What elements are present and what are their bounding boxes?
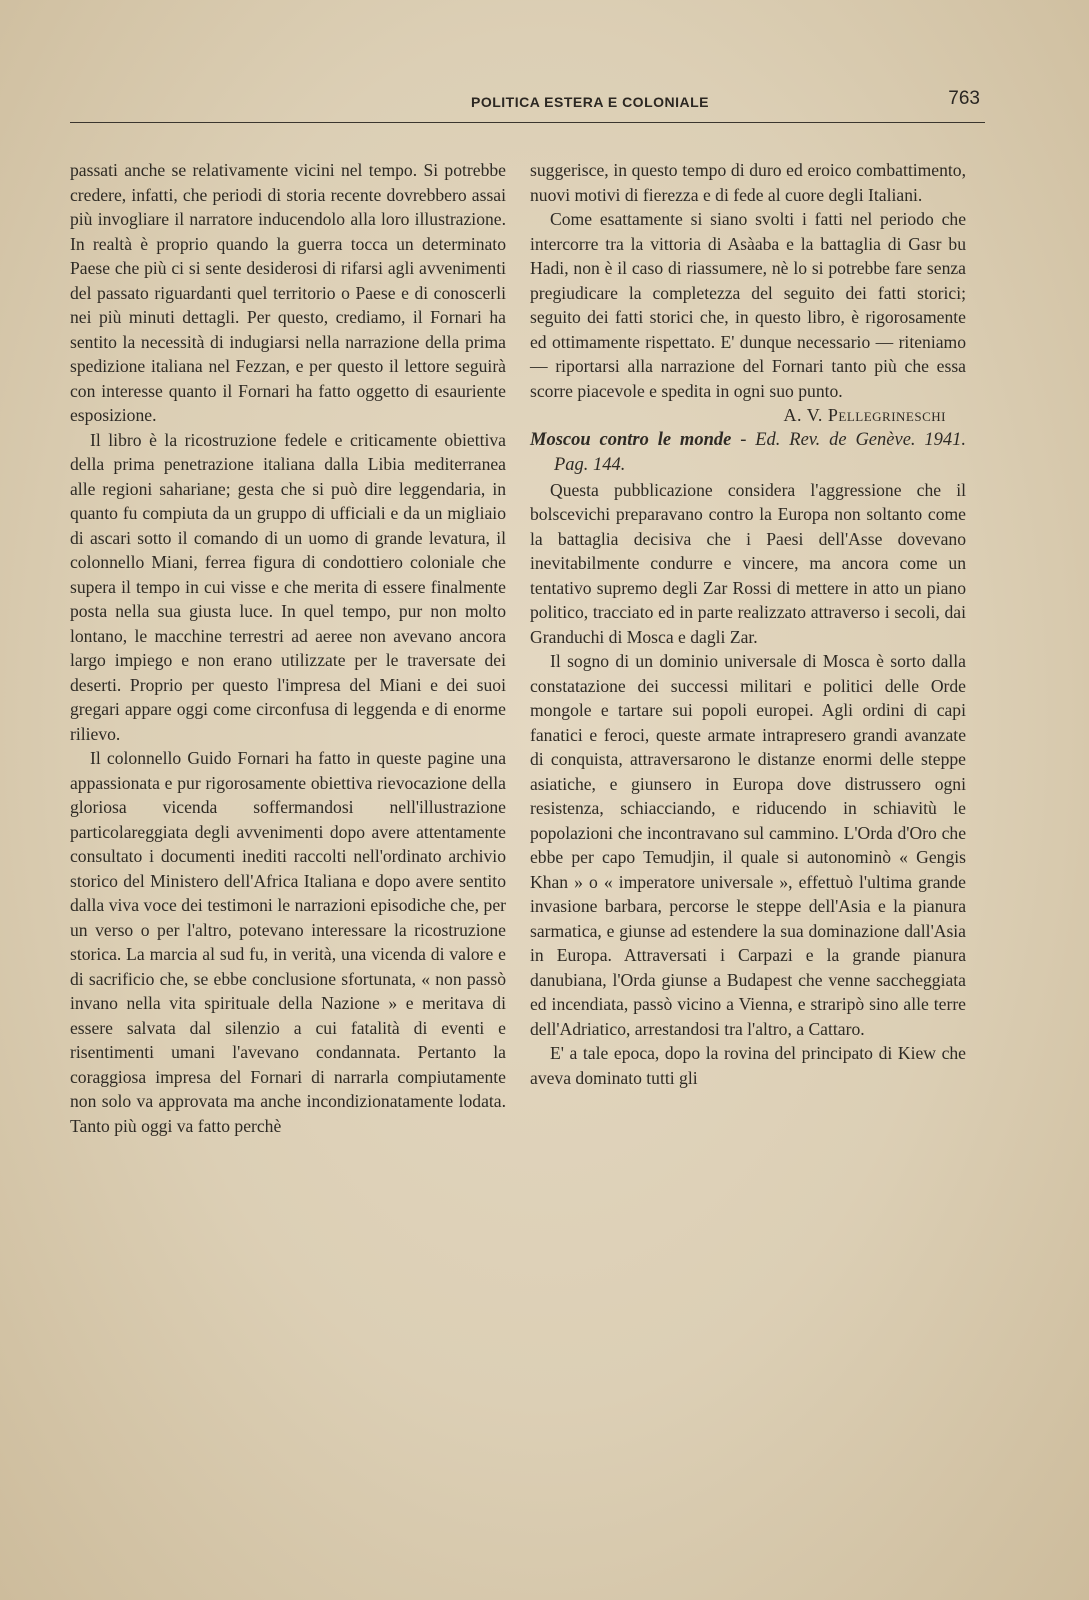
book-publisher: Ed. Rev. de Genève. 1941. Pag. 144. [554, 429, 967, 475]
paragraph: Il sogno di un dominio universale di Mosca è sorto dalla constatazione dei successi militari e politici delle Orde mongole e tartare sui popoli europei. Agli ordini di capi fanatici e feroci, queste armate intrapresero grandi avanzate di conquista, attraversarono le distanze enormi delle steppe asiatiche, e giunsero in Europa dove distrussero ogni resistenza, schiacciando, e riducendo in schiavitù le popolazioni che incontravano sul cammino. L'Orda d'Oro che ebbe per capo Temudjin, il quale si autonominò « Gengis Khan » o « imperatore universale », effettuò l'ultima grande invasione barbara, percorse le steppe dell'Asia e la pianura sarmatica, e giunse ad estendere la sua dominazione dall'Asia in Europa. Attraversati i Carpazi e la grande pianura danubiana, l'Orda giunse a Budapest che venne saccheggiata ed incendiata, passò vicino a Vienna, e straripò sino alle terre dell'Adriatico, arrestandosi tra l'altro, a Cattaro. [530, 651, 966, 1039]
running-title: POLITICA ESTERA E COLONIALE [470, 94, 710, 110]
left-column [70, 158, 506, 1138]
book-title: Moscou contro le monde [530, 429, 732, 450]
review-signature [530, 403, 966, 428]
book-review-heading [530, 428, 966, 478]
page-number: 763 [948, 88, 980, 109]
paragraph: passati anche se relativamente vicini nel tempo. Si potrebbe credere, infatti, che periodi di storia recente dovrebbero assai più invogliare il narratore inducendolo alla loro illustrazione. In realtà è proprio quando la guerra tocca un determinato Paese che più ci si sente desiderosi di rifarsi agli avvenimenti del passato riguardanti quel territorio o Paese e di conoscerli nei più minuti dettagli. Per questo, crediamo, il Fornari ha sentito la necessità di indugiarsi nella narrazione della prima spedizione italiana nel Fezzan, e per questo il lettore seguirà con interesse quanto il Fornari ha fatto oggetto di esauriente esposizione. [70, 160, 506, 425]
paragraph: Il libro è la ricostruzione fedele e criticamente obiettiva della prima penetrazione italiana dalla Libia mediterranea alle regioni sahariane; gesta che si può dire leggendaria, in quanto fu compiuta da un gruppo di ufficiali e da un migliaio di ascari sotto il comando di un uomo di grande levatura, il colonnello Miani, ferrea figura di condottiero coloniale che supera il tempo in cui visse e che merita di essere finalmente posta nella sua giusta luce. In quel tempo, pur non molto lontano, le macchine terrestri ad aeree non avevano ancora largo impiego e non erano utilizzate per le traversate dei deserti. Proprio per questo l'impresa del Miani e dei suoi gregari appare oggi come circonfusa di leggenda e di enorme rilievo. [70, 429, 506, 744]
paragraph: Come esattamente si siano svolti i fatti nel periodo che intercorre tra la vittoria di Asàaba e la battaglia di Gasr bu Hadi, non è il caso di riassumere, nè lo si potrebbe fare senza pregiudicare la completezza del seguito dei fatti storici; seguito dei fatti storici che, in questo libro, è rigorosamente ed ottimamente rispettato. E' dunque necessario — riteniamo — riportarsi alla narrazione del Fornari tanto più che essa scorre piacevole e spedita in ogni suo punto. [530, 209, 966, 401]
paragraph: Questa pubblicazione considera l'aggressione che il bolscevichi preparavano contro la Europa non soltanto come la battaglia decisiva che i Paesi dell'Asse dovevano inevitabilmente condurre e vincere, ma ancora come un tentativo supremo degli Zar Rossi di mettere in atto un piano politico, tracciato ed in parte realizzato attraverso i secoli, dai Granduchi di Mosca e dagli Zar. [530, 479, 966, 647]
signature-name: Pellegrineschi [827, 405, 946, 425]
heading-separator: - [740, 429, 747, 450]
paragraph: suggerisce, in questo tempo di duro ed eroico combattimento, nuovi motivi di fierezza e di fede al cuore degli Italiani. [530, 160, 966, 205]
right-column [530, 158, 966, 1090]
paragraph: E' a tale epoca, dopo la rovina del principato di Kiew che aveva dominato tutti gli [530, 1043, 966, 1088]
paragraph: Il colonnello Guido Fornari ha fatto in queste pagine una appassionata e pur rigorosamente obiettiva rievocazione della gloriosa vicenda soffermandosi nell'illustrazione particolareggiata degli avvenimenti dopo avere attentamente consultato i documenti inediti raccolti nell'ordinato archivio storico del Ministero dell'Africa Italiana e dopo avere sentito dalla viva voce dei testimoni le narrazioni episodiche che, per un verso o per l'altro, potevano interessare la ricostruzione storica. La marcia al sud fu, in verità, una vicenda di valore e di sacrificio che, se ebbe conclusione sfortunata, « non passò invano nella vita spirituale della Nazione » e meritava di essere salvata dal silenzio a cui fatalità di eventi e risentimenti umani l'avevano condannata. Pertanto la coraggiosa impresa del Fornari di narrarla compiutamente non solo va approvata ma anche incondizionatamente lodata. Tanto più oggi va fatto perchè [70, 748, 506, 1136]
header-rule [70, 122, 985, 123]
page-header [70, 84, 990, 124]
signature-initials: A. V. [783, 405, 823, 425]
